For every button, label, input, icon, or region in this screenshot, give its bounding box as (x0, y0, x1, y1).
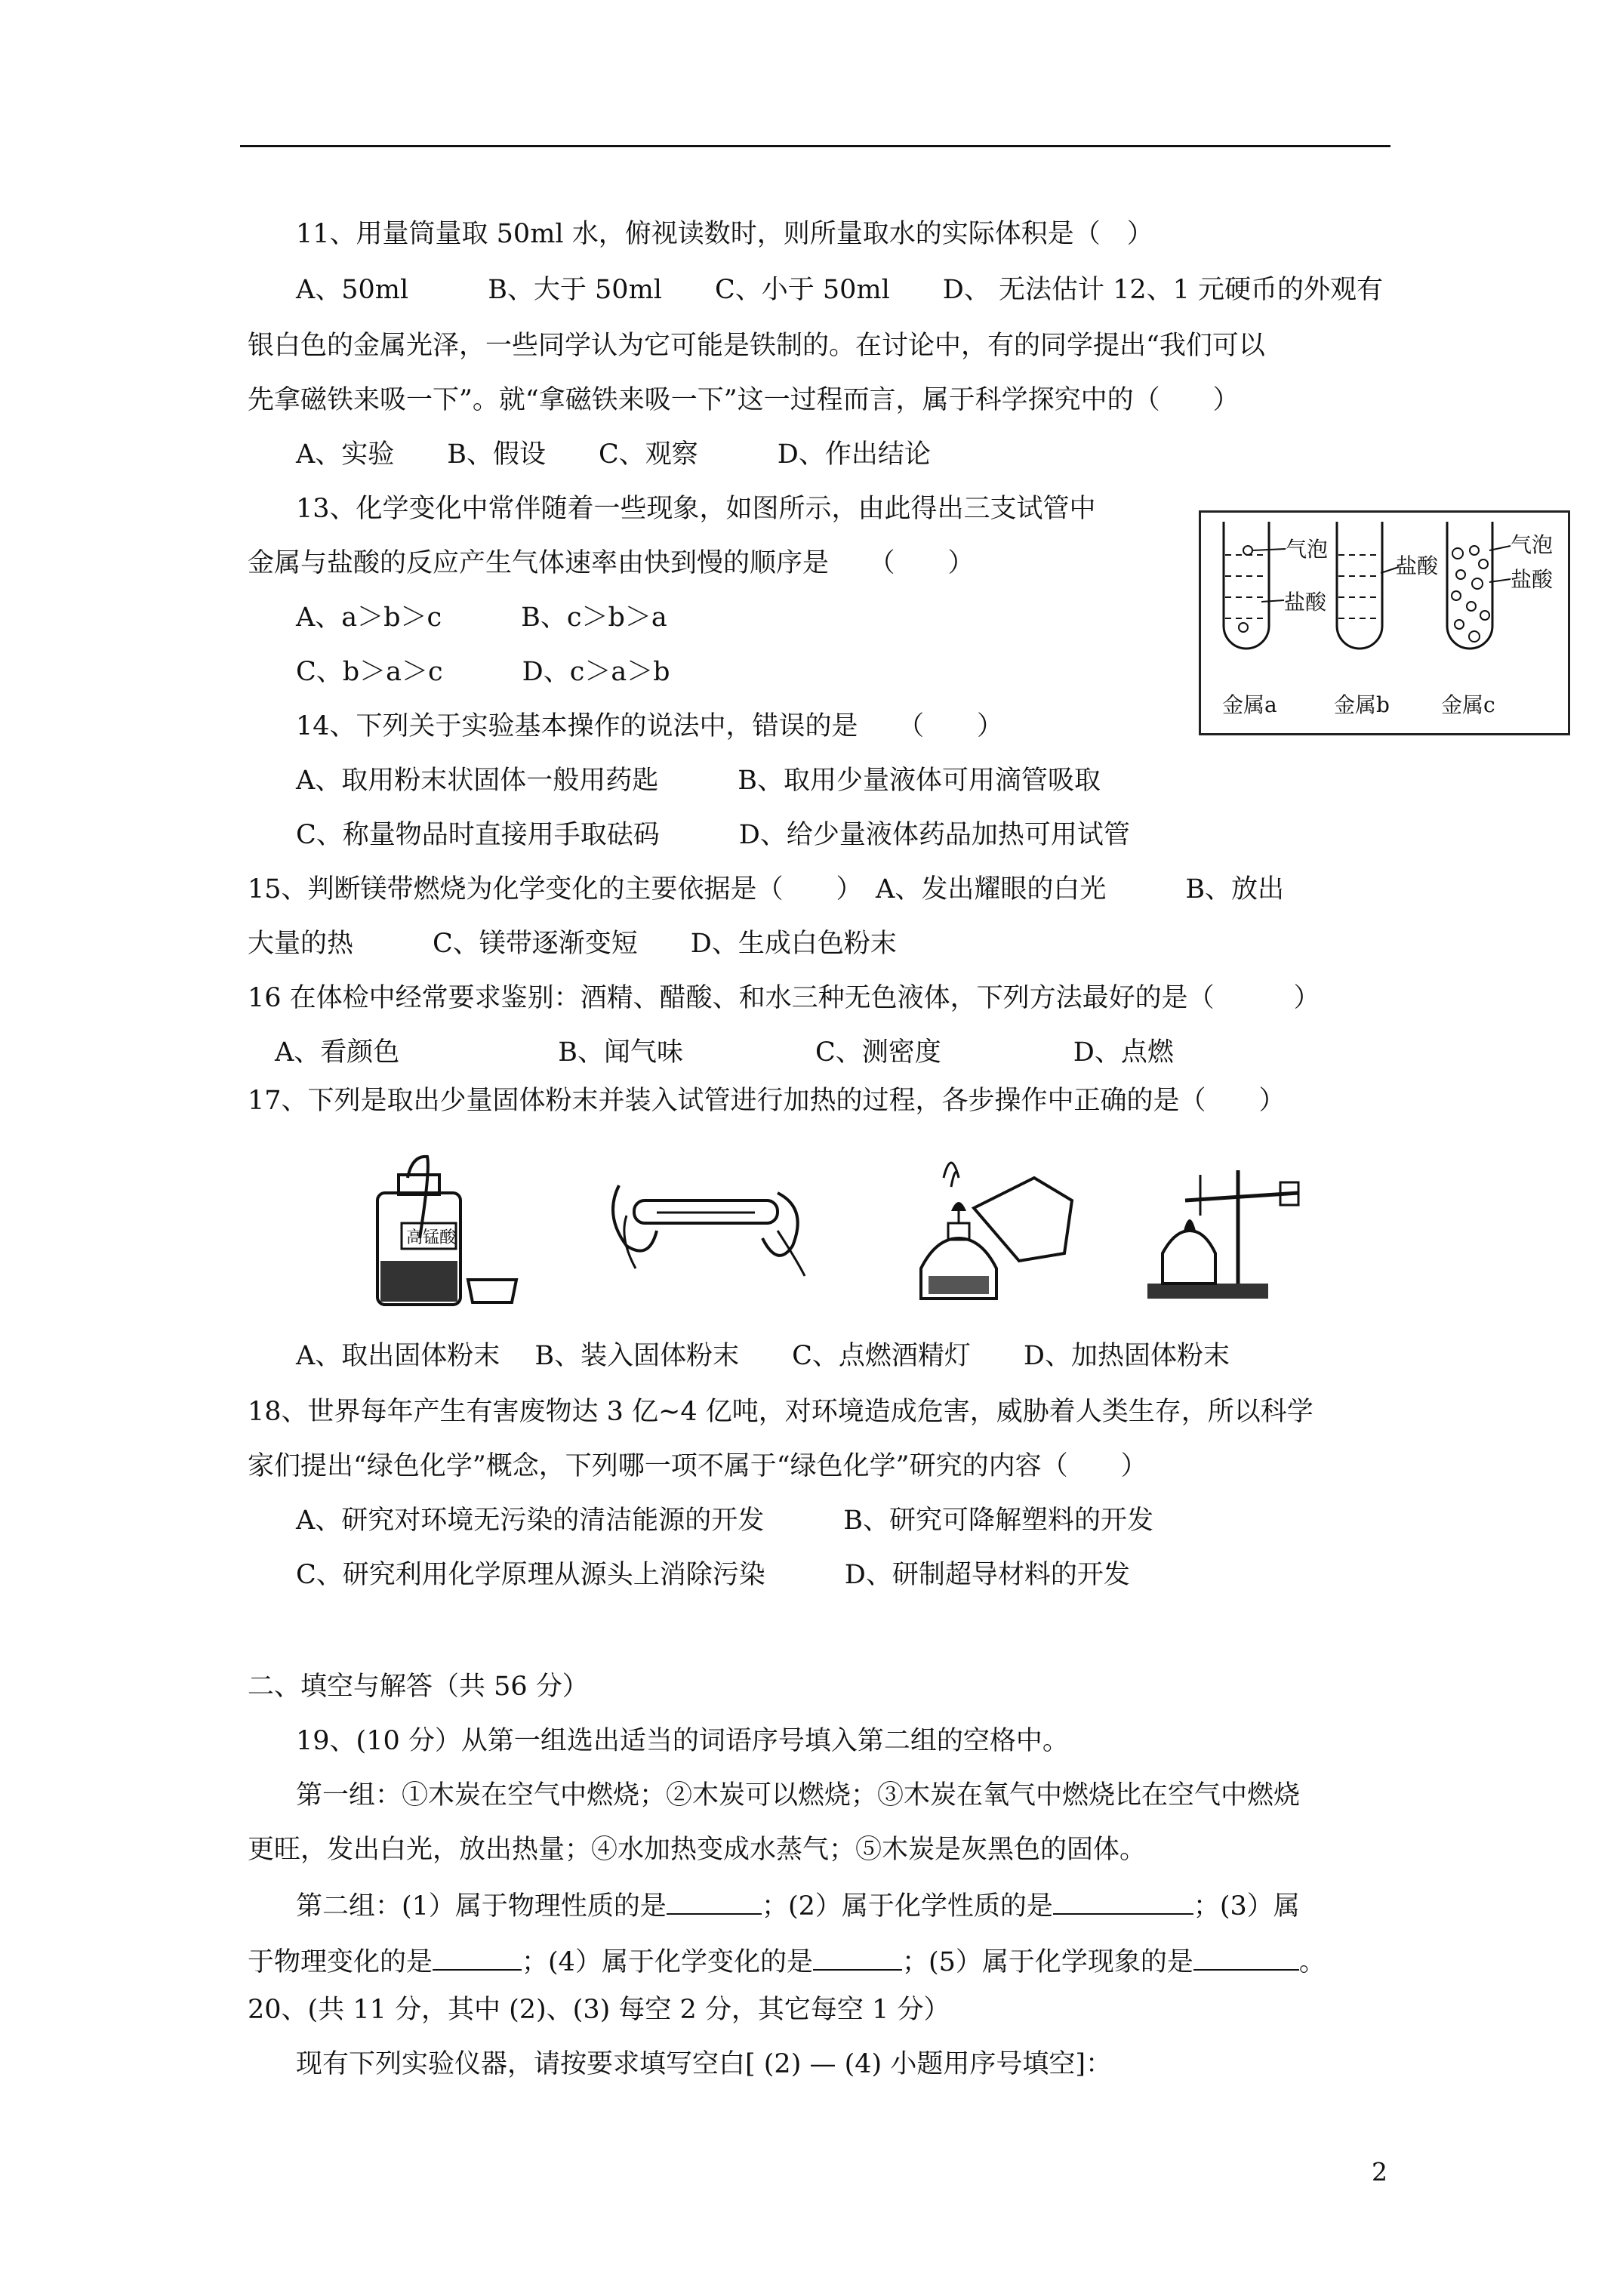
q13-stem-line2: 金属与盐酸的反应产生气体速率由快到慢的顺序是 （ ） (248, 548, 975, 578)
acid-label-b: 盐酸 (1396, 553, 1439, 578)
q20-stem: 20、(共 11 分，其中 (2)、(3) 每空 2 分，其它每空 1 分） (248, 1995, 950, 2025)
hands-test-tube-illustration (613, 1185, 805, 1276)
q17-options: A、取出固体粉末 B、装入固体粉末 C、点燃酒精灯 D、加热固体粉末 (296, 1341, 1230, 1371)
blank-chemical-change[interactable] (813, 1945, 902, 1971)
page-number: 2 (1372, 2157, 1387, 2187)
q12-options: A、实验 B、假设 C、观察 D、作出结论 (296, 439, 931, 470)
test-tube-b (1337, 522, 1382, 649)
q19-group2-line2 (248, 1945, 1326, 1979)
q19-group1-line2: 更旺，发出白光，放出热量；④水加热变成水蒸气；⑤木炭是灰黑色的固体。 (248, 1835, 1147, 1865)
q14-options-cd: C、称量物品时直接用手取砝码 D、给少量液体药品加热可用试管 (296, 820, 1130, 850)
q16-stem: 16 在体检中经常要求鉴别：酒精、醋酸、和水三种无色液体，下列方法最好的是（ ） (248, 983, 1320, 1013)
q14-stem: 14、下列关于实验基本操作的说法中，错误的是 （ ） (296, 711, 1004, 741)
q15-line1: 15、判断镁带燃烧为化学变化的主要依据是（ ） A、发出耀眼的白光 B、放出 (248, 874, 1285, 905)
q12-text-line2: 先拿磁铁来吸一下”。就“拿磁铁来吸一下”这一过程而言，属于科学探究中的（ ） (248, 385, 1240, 415)
q18-line2: 家们提出“绿色化学”概念，下列哪一项不属于“绿色化学”研究的内容（ ） (248, 1451, 1147, 1481)
fill-text-5: ；(4）属于化学变化的是 (522, 1947, 813, 1977)
iron-stand-heating-illustration (1147, 1170, 1298, 1299)
q16-options: A、看颜色 B、闻气味 C、测密度 D、点燃 (275, 1037, 1174, 1068)
acid-label-c: 盐酸 (1511, 567, 1554, 592)
q18-options-ab: A、研究对环境无污染的清洁能源的开发 B、研究可降解塑料的开发 (296, 1505, 1153, 1536)
q17-lab-operations-figure (355, 1148, 1397, 1314)
test-tubes-diagram (1201, 513, 1568, 733)
bubble-label-a: 气泡 (1286, 537, 1329, 562)
q13-test-tube-figure (1199, 510, 1570, 735)
fill-text-6: ；(5）属于化学现象的是 (901, 1947, 1193, 1977)
q11-options: A、50ml B、大于 50ml C、小于 50ml D、 无法估计 12、1 元硬币的外观有 (296, 275, 1384, 305)
metal-a-label: 金属a (1222, 692, 1277, 717)
q19-stem: 19、(10 分）从第一组选出适当的词语序号填入第二组的空格中。 (296, 1726, 1069, 1756)
alcohol-lamp-lighting-illustration (921, 1163, 1072, 1299)
q18-options-cd: C、研究利用化学原理从源头上消除污染 D、研制超导材料的开发 (296, 1560, 1130, 1590)
test-tube-c (1447, 522, 1492, 649)
header-rule (240, 145, 1390, 147)
fill-text-3: ；(3）属 (1193, 1891, 1300, 1922)
bottle-label: 高锰酸 (406, 1228, 457, 1247)
blank-physical-property[interactable] (667, 1889, 762, 1915)
q14-options-ab: A、取用粉末状固体一般用药匙 B、取用少量液体可用滴管吸取 (296, 766, 1101, 796)
fill-text-2: ；(2）属于化学性质的是 (761, 1891, 1053, 1922)
test-tube-a (1224, 522, 1269, 649)
q13-stem-line1: 13、化学变化中常伴随着一些现象，如图所示，由此得出三支试管中 (296, 494, 1096, 524)
fill-text-7: 。 (1298, 1947, 1326, 1977)
q13-options-ab: A、a＞b＞c B、c＞b＞a (296, 603, 667, 633)
blank-chemical-phenomenon[interactable] (1193, 1945, 1299, 1971)
reagent-bottle-illustration (377, 1157, 516, 1305)
q17-stem: 17、下列是取出少量固体粉末并装入试管进行加热的过程，各步操作中正确的是（ ） (248, 1086, 1286, 1116)
fill-text-4: 于物理变化的是 (248, 1947, 433, 1977)
bubble-label-c: 气泡 (1511, 532, 1554, 557)
blank-chemical-property[interactable] (1053, 1889, 1193, 1915)
q20-instruction: 现有下列实验仪器，请按要求填写空白[ (2) — (4) 小题用序号填空]： (296, 2049, 1112, 2079)
blank-physical-change[interactable] (433, 1945, 522, 1971)
q13-options-cd: C、b＞a＞c D、c＞a＞b (296, 657, 670, 687)
section2-heading: 二、填空与解答（共 56 分） (248, 1672, 589, 1702)
q12-text-line1: 银白色的金属光泽，一些同学认为它可能是铁制的。在讨论中，有的同学提出“我们可以 (248, 331, 1265, 361)
q11-stem: 11、用量筒量取 50ml 水，俯视读数时，则所量取水的实际体积是（ ） (296, 219, 1153, 249)
metal-b-label: 金属b (1334, 692, 1390, 717)
acid-label-a: 盐酸 (1284, 590, 1327, 615)
metal-c-label: 金属c (1441, 692, 1495, 717)
q18-line1: 18、世界每年产生有害废物达 3 亿~4 亿吨，对环境造成危害，威胁着人类生存，所以科学 (248, 1397, 1313, 1427)
q19-group1-line1: 第一组：①木炭在空气中燃烧；②木炭可以燃烧；③木炭在氧气中燃烧比在空气中燃烧 (296, 1780, 1301, 1811)
q19-group2-line1 (296, 1889, 1300, 1923)
fill-text-1: 第二组：(1）属于物理性质的是 (296, 1891, 667, 1922)
q15-line2: 大量的热 C、镁带逐渐变短 D、生成白色粉末 (248, 929, 897, 959)
